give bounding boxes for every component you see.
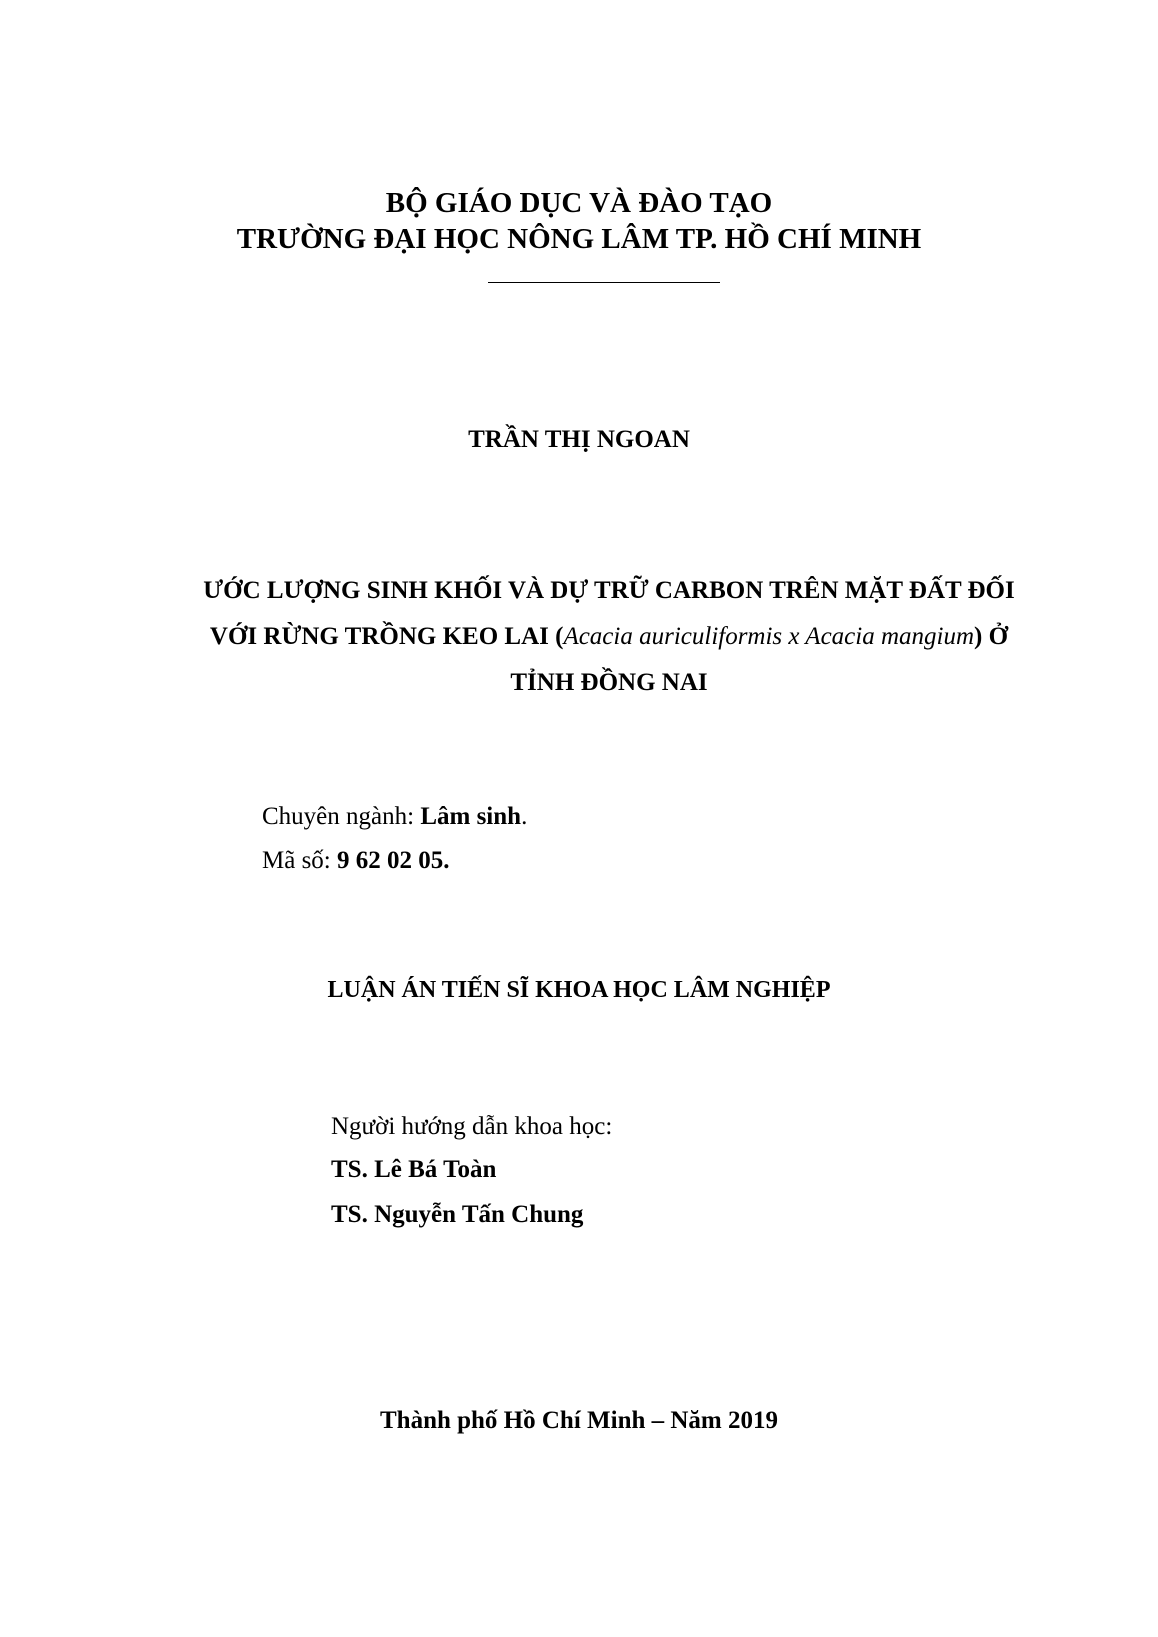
specialty-value: Lâm sinh xyxy=(420,803,522,830)
thesis-title-species: Acacia auriculiformis x Acacia mangium xyxy=(563,623,975,650)
thesis-title xyxy=(180,568,1038,706)
ministry-heading: BỘ GIÁO DỤC VÀ ĐÀO TẠO xyxy=(385,187,773,219)
thesis-title-part2: ) Ở TỈNH ĐỒNG NAI xyxy=(510,623,1009,696)
place-year-footer: Thành phố Hồ Chí Minh – Năm 2019 xyxy=(379,1407,779,1434)
advisors-label: Người hướng dẫn khoa học: xyxy=(331,1113,613,1140)
thesis-title-part1: ƯỚC LƯỢNG SINH KHỐI VÀ DỰ TRỮ CARBON TRÊN MẶT ĐẤT ĐỐI VỚI RỪNG TRỒNG KEO LAI ( xyxy=(203,577,1015,650)
degree-heading: LUẬN ÁN TIẾN SĨ KHOA HỌC LÂM NGHIỆP xyxy=(327,977,831,1003)
author-name: TRẦN THỊ NGOAN xyxy=(468,426,690,453)
specialty-label: Chuyên ngành: xyxy=(262,803,421,830)
code-line xyxy=(262,846,450,876)
advisor-name: TS. Lê Bá Toàn xyxy=(331,1156,497,1183)
university-heading: TRƯỜNG ĐẠI HỌC NÔNG LÂM TP. HỒ CHÍ MINH xyxy=(236,223,922,255)
advisor-name: TS. Nguyễn Tấn Chung xyxy=(331,1201,584,1228)
specialty-line xyxy=(262,802,527,832)
code-value: 9 62 02 05. xyxy=(337,847,450,874)
header-divider xyxy=(488,282,720,283)
specialty-suffix: . xyxy=(521,803,528,830)
code-label: Mã số: xyxy=(262,847,337,874)
